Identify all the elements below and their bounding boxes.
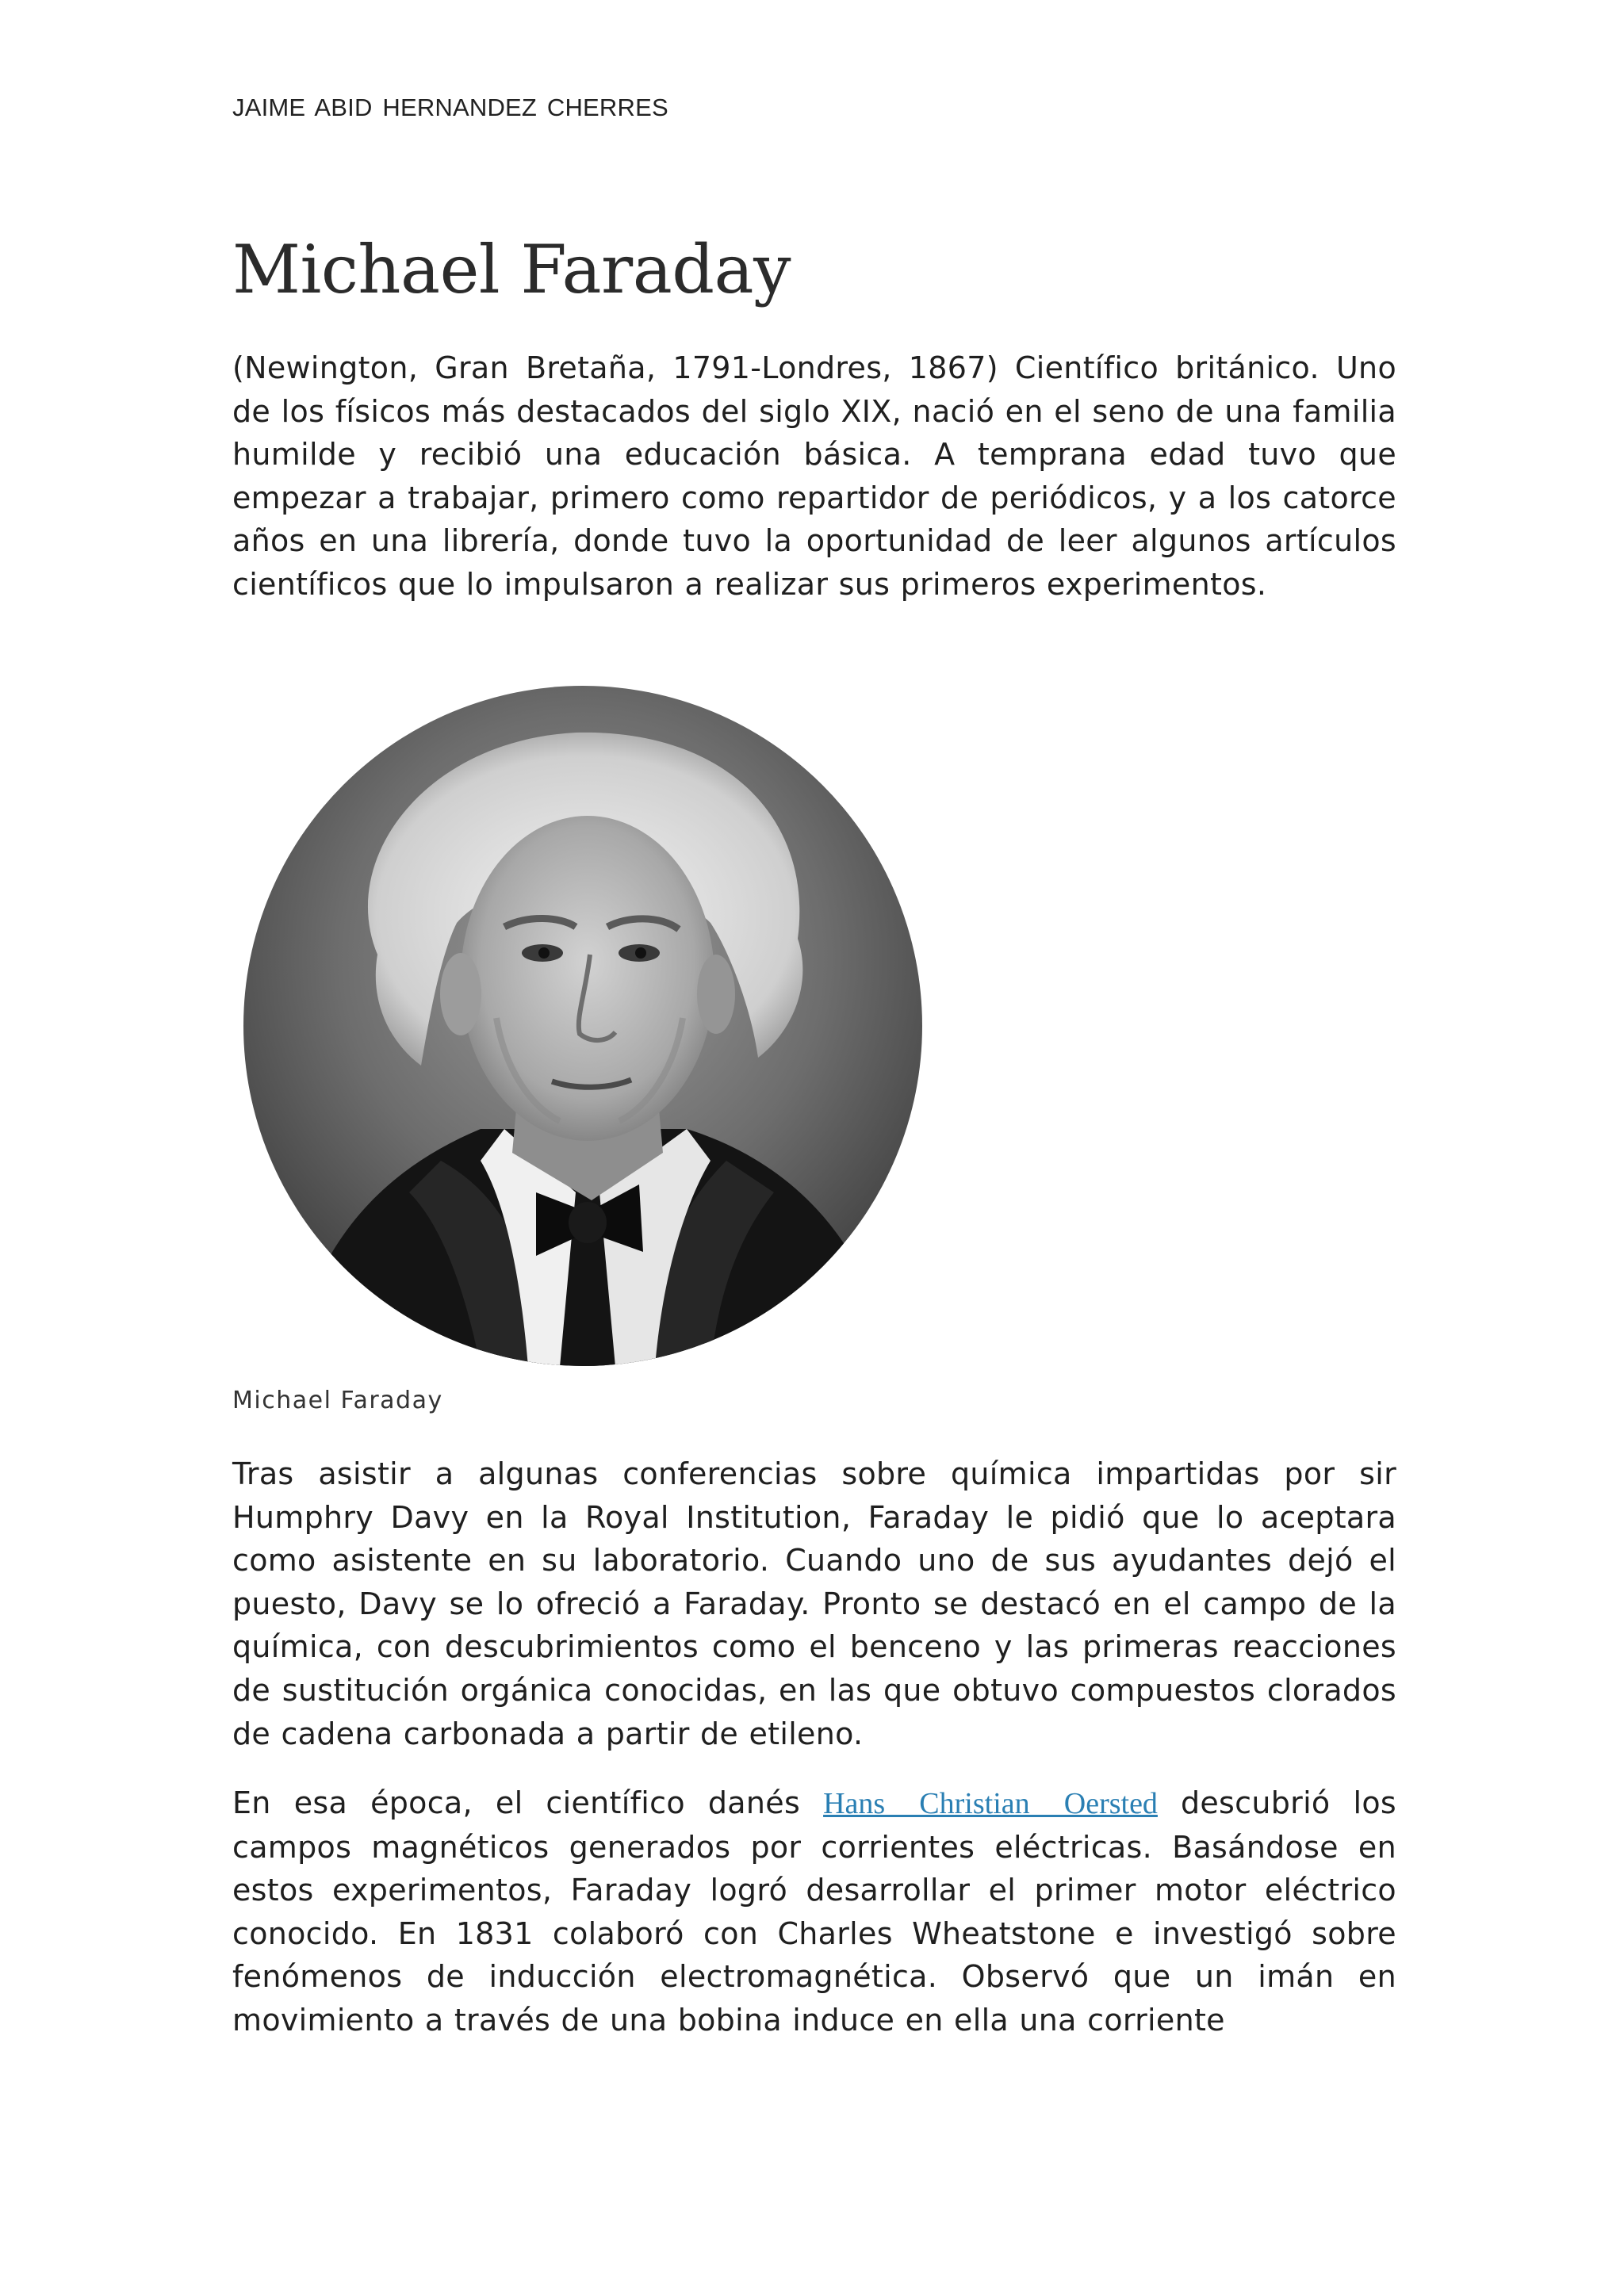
page-header-author: JAIME ABID HERNANDEZ CHERRES bbox=[232, 94, 668, 121]
body-paragraph-3 bbox=[232, 1781, 1396, 2042]
body-paragraph-2: Tras asistir a algunas conferencias sobre química impartidas por sir Humphry Davy en la Royal Institution, Faraday le pidió que lo aceptara como asistente en su laboratorio. Cuando uno de sus ayudantes dejó el puesto, Davy se lo ofreció a Faraday. Pronto se destacó en el campo de la química, con descubrimientos como el benceno y las primeras reacciones de sustitución orgánica conocidas, en las que obtuvo compuestos clorados de cadena carbonada a partir de etileno. bbox=[232, 1456, 1396, 1751]
image-caption: Michael Faraday bbox=[232, 1387, 443, 1414]
paragraph-3-text-after-link: descubrió los campos magnéticos generados por corrientes eléctricas. Basándose en estos experimentos, Faraday logró desarrollar el primer motor eléctrico conocido. En 1831 colaboró con Charles Wheatstone e investigó sobre fenómenos de inducción electromagnética. Observó que un imán en movimiento a través de una bobina induce en ella una corriente bbox=[232, 1785, 1396, 2038]
oersted-link[interactable]: Hans Christian Oersted bbox=[823, 1787, 1158, 1820]
intro-paragraph: (Newington, Gran Bretaña, 1791-Londres, 1867) Científico británico. Uno de los físicos más destacados del siglo XIX, nació en el seno de una familia humilde y recibió una educación básica. A temprana edad tuvo que empezar a trabajar, primero como repartidor de periódicos, y a los catorce años en una librería, donde tuvo la oportunidad de leer algunos artículos científicos que lo impulsaron a realizar sus primeros experimentos. bbox=[232, 350, 1396, 602]
article-title: Michael Faraday bbox=[232, 231, 791, 308]
portrait-photo bbox=[243, 685, 923, 1367]
paragraph-3-text-before-link: En esa época, el científico danés bbox=[232, 1785, 824, 1820]
